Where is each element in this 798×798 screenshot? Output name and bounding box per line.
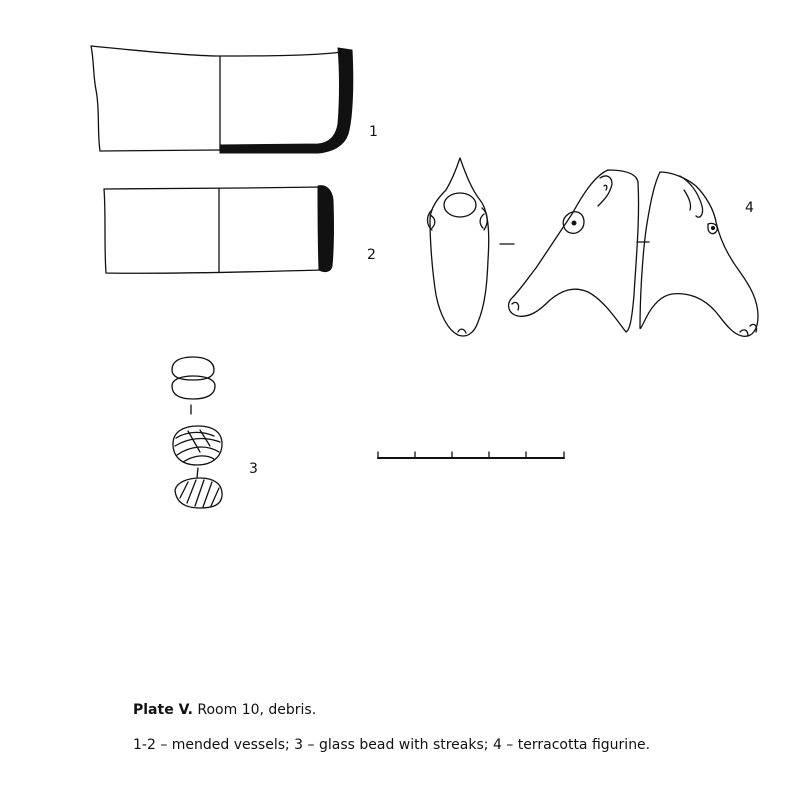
scale-bar [378,452,564,458]
figure-number-4: 4 [745,200,754,216]
figurine-4-profile-left [509,170,639,332]
figure-number-1: 1 [369,124,378,140]
figure-number-3: 3 [249,461,258,477]
figurine-4-front-view [428,158,489,336]
plate-caption [133,702,773,719]
caption-legend: 1-2 – mended vessels; 3 – glass bead with streaks; 4 – terracotta figurine. [133,737,651,753]
figure-number-2: 2 [367,247,376,263]
caption-title: Plate V. [133,702,193,718]
caption-subtitle: Room 10, debris. [192,702,317,718]
figurine-4-profile-right [640,172,758,336]
bead-3-drawing [172,357,222,508]
vessel-1-drawing [91,46,353,153]
vessel-2-drawing [104,186,333,274]
